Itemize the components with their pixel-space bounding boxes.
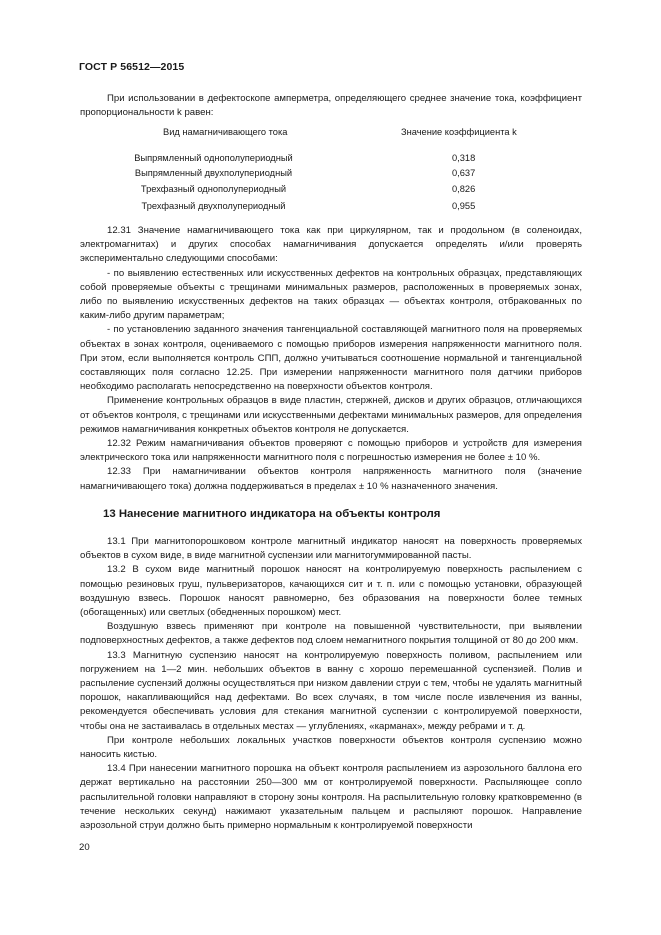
paragraph: При контроле небольших локальных участков поверхности объектов контроля суспензию можно наносить кистью. <box>80 734 582 761</box>
table-cell-value: 0,826 <box>452 184 476 194</box>
table-row <box>0 168 661 182</box>
list-item: - по выявлению естественных или искусственных дефектов на контрольных образцах, представляющих собой проверяемые объекты с трещинами минимальных размеров, расположенных в проверяемых зонах, либо по выявлению искусственных дефектов на таких образцах — объектах контроля, отбракованных по каким-либо другим параметрам; <box>80 267 582 322</box>
intro-text: При использовании в дефектоскопе амперметра, определяющего среднее значение тока, коэффициент пропорциональности k равен: <box>80 93 582 119</box>
paragraph-13-4: 13.4 При нанесении магнитного порошка на объект контроля распылением из аэрозольного баллона его держат вертикально на расстоянии 250—300 мм от контролируемой поверхности. Распыляющее сопло распылительной головки направляют в сторону зоны контроля. На распылительную головку кратковременно (в течение нескольких секунд) нажимают указательным пальцем и распыляют порошок. Направление аэрозольной струи должно быть примерно нормальным к контролируемой поверхности <box>80 763 582 832</box>
table-cell-value: 0,318 <box>452 153 476 163</box>
table-cell-type: Трехфазный двухполупериодный <box>141 201 286 211</box>
paragraph-13-2: 13.2 В сухом виде магнитный порошок наносят на контролируемую поверхность распылением с помощью резиновых груш, пульверизаторов, качающихся сит и т. п. или с помощью установки, образующей воздушную взвесь. Порошок наносят равномерно, без образования на поверхности более темных (обогащенных) или светлых (обедненных порошком) мест. <box>80 564 582 619</box>
paragraph-12-31: 12.31 Значение намагничивающего тока как при циркулярном, так и продольном (в соленоидах, электромагнитах) и других способах намагничивания допускается определять и/или проверять экспериментально следующими способами: <box>80 225 582 265</box>
table-header-coefficient: Значение коэффициента k <box>401 127 517 137</box>
paragraph-13-1: 13.1 При магнитопорошковом контроле магнитный индикатор наносят на поверхность проверяемых объектов в сухом виде, в виде магнитной суспензии или магнитогуммированной пасты. <box>80 536 582 562</box>
list-item: - по установлению заданного значения тангенциальной составляющей магнитного поля на проверяемых объектах в зонах контроля, оцениваемого с помощью приборов измерения напряженности магнитного поля. При этом, если выполняется контроль СПП, должно учитываться соотношение нормальной и тангенциальной составляющих поля согласно 12.25. При измерении напряженности магнитного поля датчики приборов необходимо располагать непосредственно на поверхности объектов контроля. <box>80 324 582 393</box>
paragraph-12-33: 12.33 При намагничивании объектов контроля напряженность магнитного поля (значение намагничивающего тока) должна поддерживаться в пределах ± 10 % назначенного значения. <box>80 466 582 492</box>
section-12-body <box>80 224 582 494</box>
section-13-title: 13 Нанесение магнитного индикатора на объекты контроля <box>103 508 441 520</box>
paragraph-12-32: 12.32 Режим намагничивания объектов проверяют с помощью приборов и устройств для измерения электрического тока или напряженности магнитного поля с погрешностью измерения не более ± 10 %. <box>80 438 582 464</box>
table-row <box>0 184 661 198</box>
table-row <box>0 201 661 215</box>
paragraph-13-3: 13.3 Магнитную суспензию наносят на контролируемую поверхность поливом, распылением или погружением на 1—2 мин. небольших объектов в ванну с хорошо перемешанной суспензией. Полив и распыление суспензий должны осуществляться при низком давлении струи с тем, чтобы не удалять магнитный порошок, накапливающийся над дефектами. Во всех случаях, в том числе после извлечения из ванны, рекомендуется обеспечивать условия для стекания магнитной суспензии с контролируемой поверхности, чтобы она не застаивалась в отдельных местах — углублениях, «карманах», между ребрами и т. д. <box>80 649 582 732</box>
table-cell-type: Выпрямленный однополупериодный <box>134 153 293 163</box>
section-13-body <box>80 535 582 833</box>
table-cell-type: Трехфазный однополупериодный <box>140 184 287 194</box>
table-header-current-type: Вид намагничивающего тока <box>163 127 288 137</box>
document-header: ГОСТ Р 56512—2015 <box>79 61 185 73</box>
table-cell-value: 0,637 <box>452 168 476 178</box>
table-row <box>0 153 661 167</box>
table-cell-value: 0,955 <box>452 201 476 211</box>
paragraph: Воздушную взвесь применяют при контроле на повышенной чувствительности, при выявлении подповерхностных дефектов, а также дефектов под слоем немагнитного покрытия толщиной от 80 до 200 мкм. <box>80 621 582 647</box>
intro-paragraph <box>80 92 582 120</box>
table-cell-type: Выпрямленный двухполупериодный <box>134 168 293 178</box>
page-number: 20 <box>79 842 90 853</box>
paragraph: Применение контрольных образцов в виде пластин, стержней, дисков и других образцов, отличающихся от объектов контроля, с трещинами или искусственными дефектами минимальных размеров, для определения режимов намагничивания конкретных объектов контроля не допускается. <box>80 395 582 435</box>
